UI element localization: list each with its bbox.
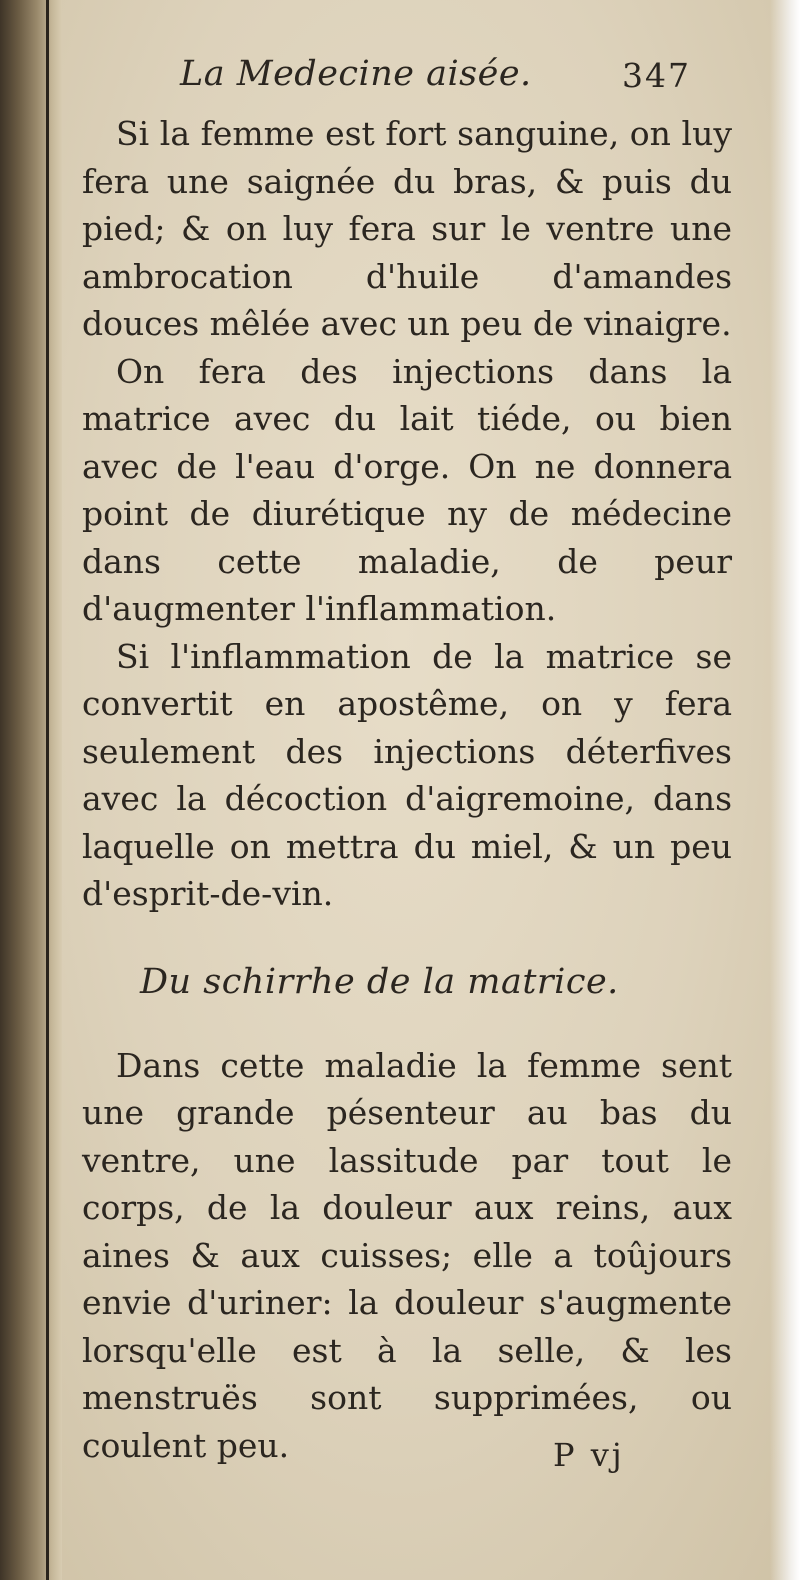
page-number: 347	[622, 56, 691, 95]
book-binding	[0, 0, 62, 1580]
running-title: La Medecine aisée.	[180, 54, 532, 94]
signature-mark: P vj	[553, 1436, 625, 1474]
running-head	[82, 50, 732, 110]
paragraph-schirrhe: Dans cette maladie la femme sent une grande pésenteur au bas du ventre, une lassitude par tout le corps, de la douleur aux reins, aux aines & aux cuisses; elle a toûjours envie d'uriner: la douleur s'augmente lorsqu'elle est à la selle, & les menstruës sont supprimées, ou coulent peu.	[82, 1045, 732, 1465]
binding-shadow-line	[46, 0, 49, 1580]
paragraph-injections: On fera des injections dans la matrice avec du lait tiéde, ou bien avec de l'eau d'orge. On ne donnera point de diurétique ny de médecine dans cette maladie, de peur d'augmenter l'inflammation.	[82, 351, 732, 628]
page-edge	[770, 0, 800, 1580]
text-block	[82, 50, 732, 1469]
paragraph-saignee: Si la femme est fort sanguine, on luy fera une saignée du bras, & puis du pied; & on luy fera sur le ventre une ambrocation d'huile d'amandes douces mêlée avec un peu de vinaigre.	[82, 114, 732, 343]
paragraph-apostem: Si l'inflammation de la matrice se convertit en apostême, on y fera seulement des injections déterfives avec la décoction d'aigremoine, dans laquelle on mettra du miel, & un peu d'esprit-de-vin.	[82, 636, 732, 913]
section-heading: Du schirrhe de la matrice.	[140, 961, 619, 1002]
